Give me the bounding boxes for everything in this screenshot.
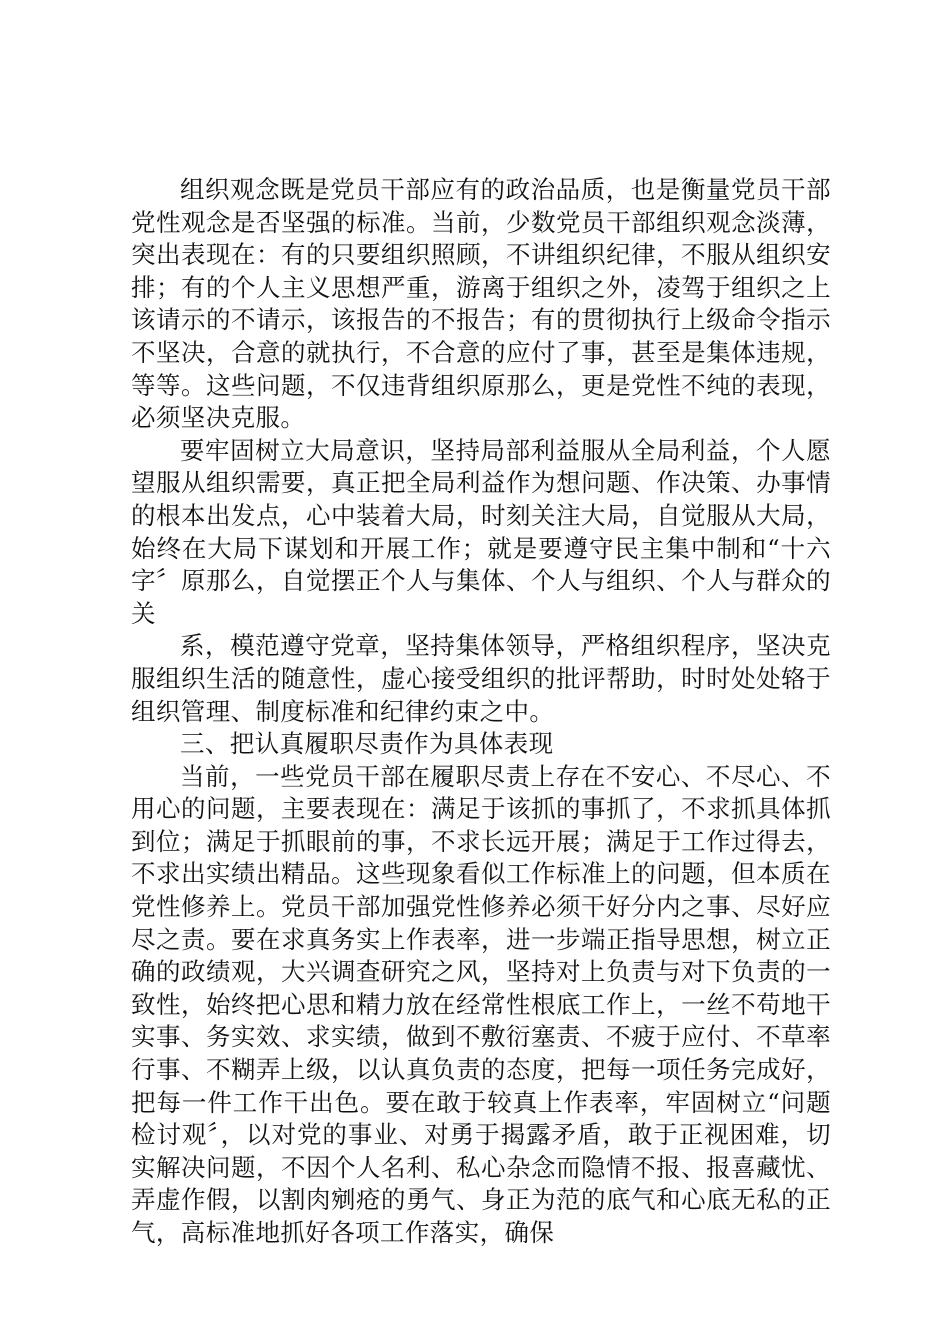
paragraph-party-constitution: 系，模范遵守党章，坚持集体领导，严格组织程序，坚决克服组织生活的随意性，虚心接受组织的批评帮助，时时处处辂于组织管理、制度标准和纪律约束之中。 bbox=[131, 631, 831, 726]
paragraph-organization-concept: 组织观念既是党员干部应有的政治品质，也是衡量党员干部党性观念是否坚强的标准。当前，少数党员干部组织观念淡薄，突出表现在：有的只要组织照顾，不讲组织纪律，不服从组织安排；有的个人主义思想严重，游离于组织之外，凌驾于组织之上该请示的不请示，该报告的不报告；有的贯彻执行上级命令指示不坚决，合意的就执行，不合意的应付了事，甚至是集体违规，等等。这些问题，不仅违背组织原那么，更是党性不纯的表现，必须坚决克服。 bbox=[131, 175, 831, 433]
paragraph-duty-performance: 当前，一些党员干部在履职尽责上存在不安心、不尽心、不用心的问题，主要表现在：满足于该抓的事抓了，不求抓具体抓到位；满足于抓眼前的事，不求长远开展；满足于工作过得去，不求出实绩出精品。这些现象看似工作标准上的问题，但本质在党性修养上。党员干部加强党性修养必须干好分内之事、尽好应尽之责。要在求真务实上作表率，进一步端正指导思想，树立正确的政绩观，大兴调查研究之风，坚持对上负责与对下负责的一致性，始终把心思和精力放在经常性根底工作上，一丝不苟地干实事、务实效、求实绩，做到不敷衍塞责、不疲于应付、不草率行事、不糊弄上级，以认真负责的态度，把每一项任务完成好，把每一件工作干出色。要在敢于较真上作表率，牢固树立“问题检讨观〞，以对党的事业、对勇于揭露矛盾，敢于正视困难，切实解决问题，不因个人名利、私心杂念而隐情不报、报喜藏忧、弄虚作假，以割肉剜疮的勇气、身正为范的底气和心底无私的正气，高标准地抓好各项工作落实，确保 bbox=[131, 761, 831, 1247]
section-heading-three: 三、把认真履职尽责作为具体表现 bbox=[180, 729, 554, 759]
body-text bbox=[131, 174, 831, 1250]
paragraph-big-picture: 要牢固树立大局意识，坚持局部利益服从全局利益，个人愿望服从组织需要，真正把全局利益作为想问题、作决策、办事情的根本出发点，心中装着大局，时刻关注大局，自觉服从大局，始终在大局下谋划和开展工作；就是要遵守民主集中制和“十六字〞原那么，自觉摆正个人与集体、个人与组织、个人与群众的关 bbox=[131, 435, 831, 628]
